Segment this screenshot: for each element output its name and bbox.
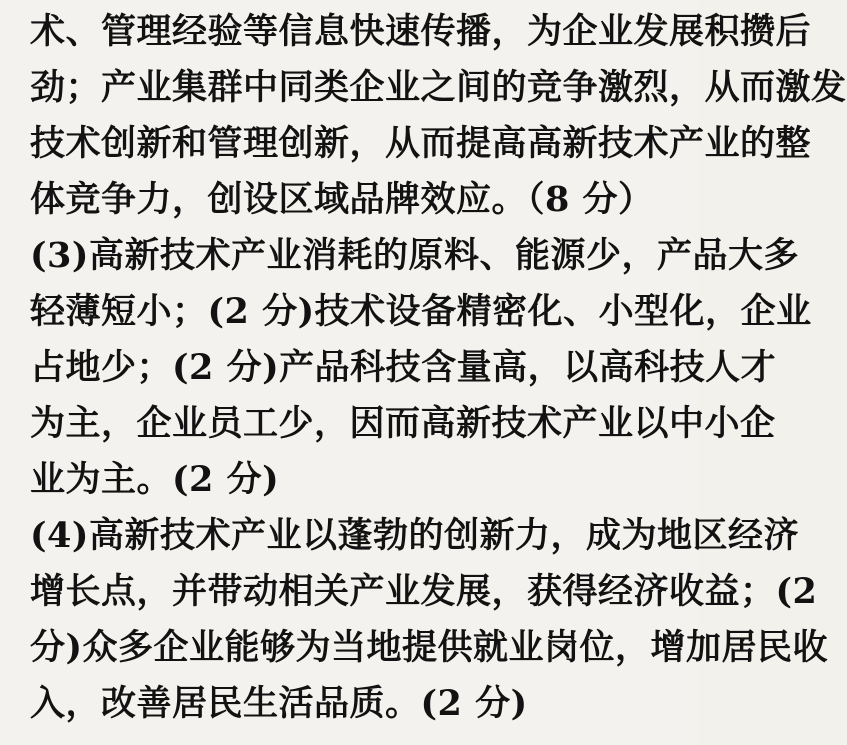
text-line-6: 轻薄短小；(2 分)技术设备精密化、小型化，企业 (30, 291, 812, 332)
text-line-13: 入，改善居民生活品质。(2 分) (30, 683, 528, 724)
text-line-7: 占地少；(2 分)产品科技含量高，以高科技人才 (30, 347, 777, 388)
text-line-9: 业为主。(2 分) (30, 459, 280, 500)
text-line-8: 为主，企业员工少，因而高新技术产业以中小企 (30, 403, 776, 444)
text-line-5: (3)高新技术产业消耗的原料、能源少，产品大多 (30, 235, 799, 276)
text-line-2: 劲；产业集群中同类企业之间的竞争激烈，从而激发 (30, 67, 847, 108)
text-line-1: 术、管理经验等信息快速传播，为企业发展积攒后 (30, 11, 812, 52)
text-line-12: 分)众多企业能够为当地提供就业岗位，增加居民收 (30, 627, 829, 668)
text-line-11: 增长点，并带动相关产业发展，获得经济收益；(2 (30, 571, 818, 612)
text-line-4: 体竞争力，创设区域品牌效应。（8 分） (30, 179, 654, 220)
text-line-3: 技术创新和管理创新，从而提高高新技术产业的整 (30, 123, 812, 164)
text-line-10: (4)高新技术产业以蓬勃的创新力，成为地区经济 (30, 515, 799, 556)
